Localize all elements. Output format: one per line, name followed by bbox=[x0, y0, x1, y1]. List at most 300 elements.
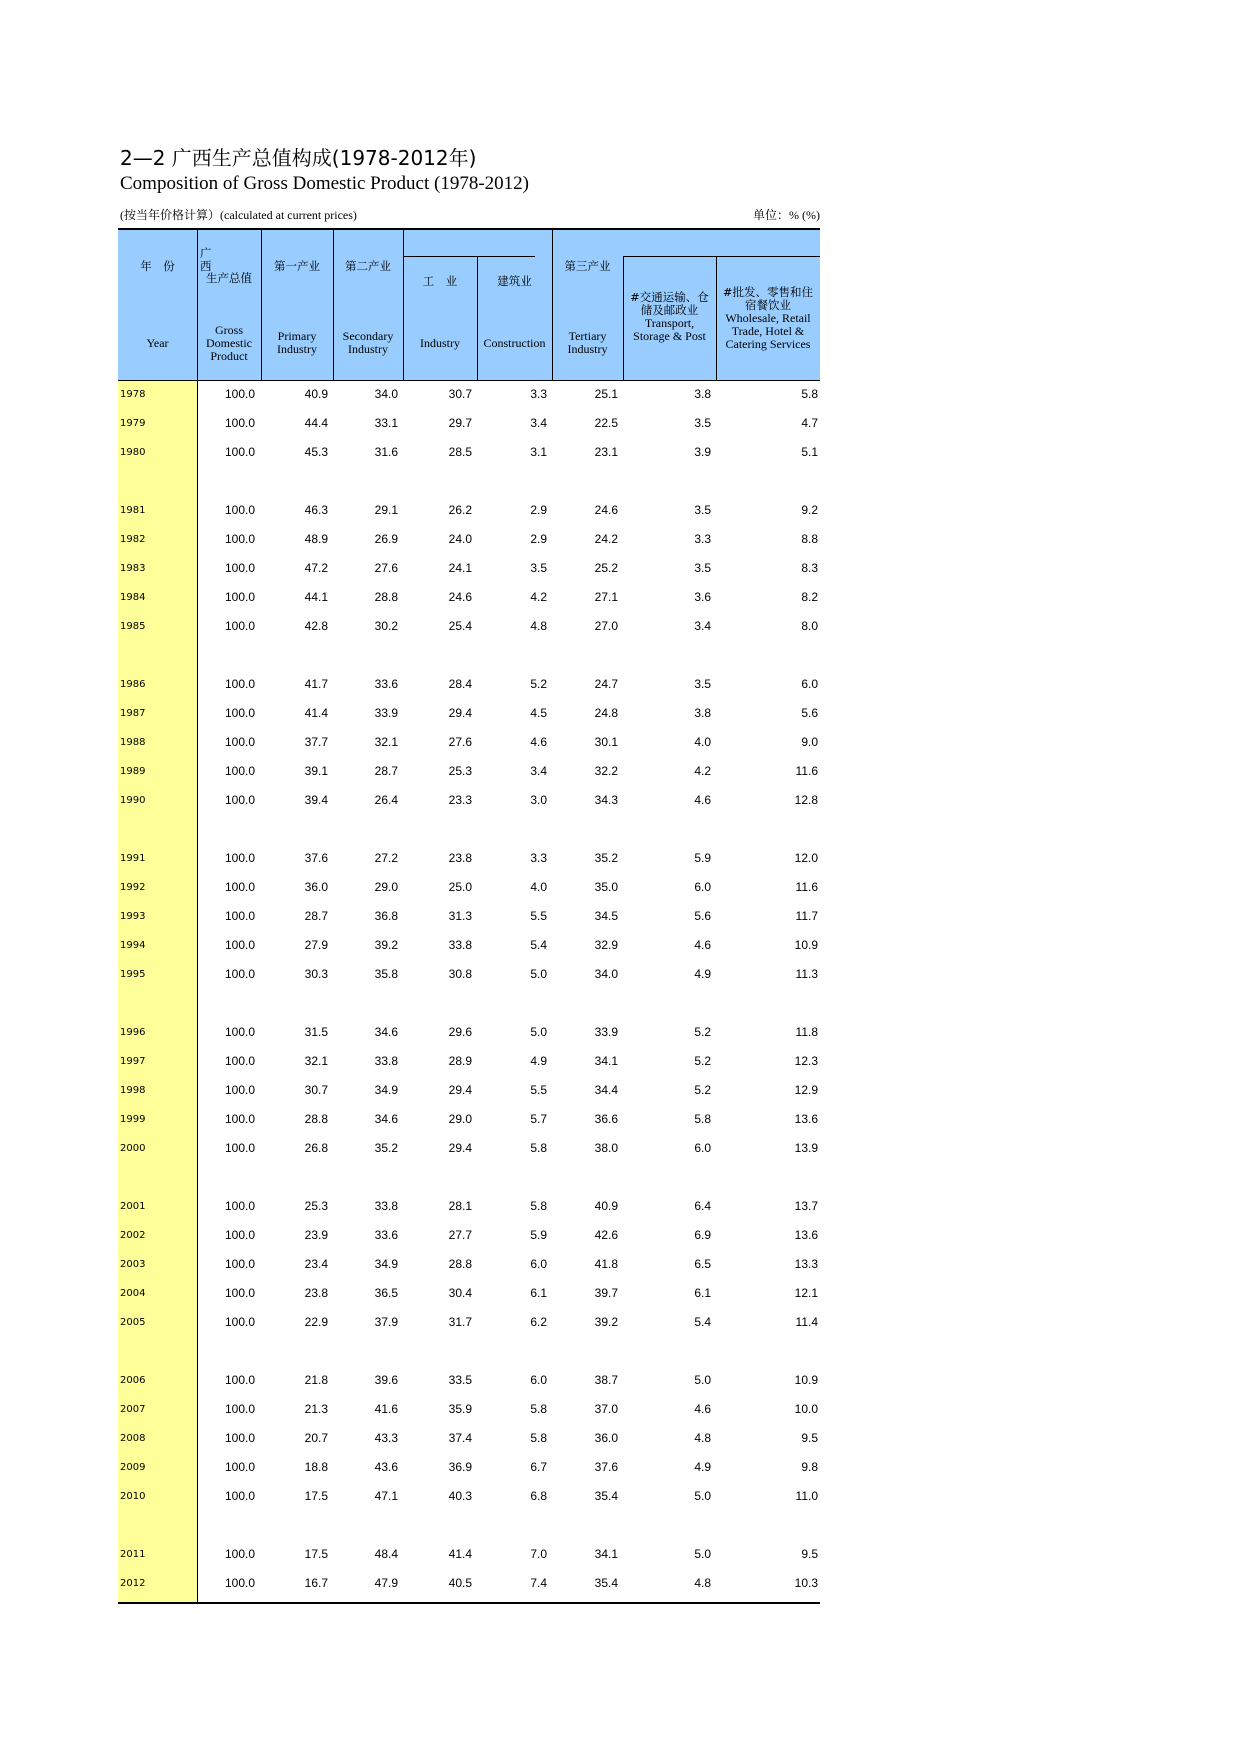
table-row bbox=[118, 1251, 820, 1280]
header-industry-cn: 工 业 bbox=[422, 274, 458, 288]
value-cell: 8.8 bbox=[801, 532, 818, 546]
value-cell: 41.8 bbox=[594, 1257, 618, 1271]
value-cell: 29.4 bbox=[448, 1141, 472, 1155]
value-cell: 40.9 bbox=[304, 387, 328, 401]
table-row bbox=[118, 1222, 820, 1251]
value-cell: 27.2 bbox=[374, 851, 398, 865]
value-cell: 33.1 bbox=[374, 416, 398, 430]
value-cell: 26.9 bbox=[374, 532, 398, 546]
value-cell: 34.3 bbox=[594, 793, 618, 807]
value-cell: 9.2 bbox=[801, 503, 818, 517]
value-cell: 23.9 bbox=[304, 1228, 328, 1242]
value-cell: 25.2 bbox=[594, 561, 618, 575]
value-cell: 36.5 bbox=[374, 1286, 398, 1300]
value-cell: 7.0 bbox=[530, 1547, 547, 1561]
header-construction-cn: 建筑业 bbox=[497, 274, 532, 288]
value-cell: 5.4 bbox=[530, 938, 547, 952]
value-cell: 27.6 bbox=[374, 561, 398, 575]
value-cell: 4.8 bbox=[694, 1576, 711, 1590]
value-cell: 35.2 bbox=[594, 851, 618, 865]
year-cell: 1987 bbox=[120, 708, 146, 719]
header-year-en: Year bbox=[146, 336, 169, 350]
value-cell: 100.0 bbox=[224, 1431, 255, 1445]
value-cell: 100.0 bbox=[224, 880, 255, 894]
value-cell: 5.0 bbox=[694, 1373, 711, 1387]
value-cell: 5.8 bbox=[530, 1199, 547, 1213]
value-cell: 24.2 bbox=[594, 532, 618, 546]
value-cell: 41.4 bbox=[448, 1547, 472, 1561]
value-cell: 6.9 bbox=[694, 1228, 711, 1242]
value-cell: 22.9 bbox=[304, 1315, 328, 1329]
value-cell: 25.1 bbox=[594, 387, 618, 401]
header-wholesale-en-1: Wholesale, Retail bbox=[725, 311, 811, 325]
value-cell: 35.8 bbox=[374, 967, 398, 981]
value-cell: 100.0 bbox=[224, 416, 255, 430]
year-cell: 2000 bbox=[120, 1143, 146, 1154]
value-cell: 100.0 bbox=[224, 735, 255, 749]
header-top-rule bbox=[118, 228, 820, 230]
value-cell: 8.0 bbox=[801, 619, 818, 633]
value-cell: 3.8 bbox=[694, 387, 711, 401]
value-cell: 34.1 bbox=[594, 1547, 618, 1561]
table-row bbox=[118, 758, 820, 787]
value-cell: 100.0 bbox=[224, 1199, 255, 1213]
value-cell: 29.4 bbox=[448, 706, 472, 720]
value-cell: 37.4 bbox=[448, 1431, 472, 1445]
table-row bbox=[118, 1135, 820, 1164]
header-gdp-cn-2: 西 bbox=[200, 259, 212, 273]
value-cell: 100.0 bbox=[224, 1054, 255, 1068]
year-cell: 1981 bbox=[120, 505, 146, 516]
header-transport-en-2: Storage & Post bbox=[633, 329, 706, 343]
value-cell: 6.7 bbox=[530, 1460, 547, 1474]
value-cell: 33.6 bbox=[374, 677, 398, 691]
value-cell: 5.0 bbox=[694, 1489, 711, 1503]
value-cell: 5.0 bbox=[530, 1025, 547, 1039]
year-cell: 2004 bbox=[120, 1288, 146, 1299]
value-cell: 100.0 bbox=[224, 503, 255, 517]
value-cell: 100.0 bbox=[224, 938, 255, 952]
value-cell: 5.8 bbox=[801, 387, 818, 401]
value-cell: 25.3 bbox=[304, 1199, 328, 1213]
year-cell: 2006 bbox=[120, 1375, 146, 1386]
value-cell: 6.2 bbox=[530, 1315, 547, 1329]
value-cell: 34.5 bbox=[594, 909, 618, 923]
value-cell: 6.5 bbox=[694, 1257, 711, 1271]
value-cell: 8.2 bbox=[801, 590, 818, 604]
header-tertiary-en-1: Tertiary bbox=[568, 329, 607, 343]
value-cell: 45.3 bbox=[304, 445, 328, 459]
value-cell: 4.2 bbox=[530, 590, 547, 604]
value-cell: 5.8 bbox=[530, 1431, 547, 1445]
value-cell: 24.1 bbox=[448, 561, 472, 575]
value-cell: 3.4 bbox=[530, 764, 547, 778]
value-cell: 39.2 bbox=[594, 1315, 618, 1329]
value-cell: 37.7 bbox=[304, 735, 328, 749]
table-row bbox=[118, 613, 820, 642]
value-cell: 13.9 bbox=[794, 1141, 818, 1155]
value-cell: 27.1 bbox=[594, 590, 618, 604]
year-cell: 1982 bbox=[120, 534, 146, 545]
value-cell: 5.1 bbox=[801, 445, 818, 459]
value-cell: 39.1 bbox=[304, 764, 328, 778]
table-row bbox=[118, 1106, 820, 1135]
value-cell: 25.0 bbox=[448, 880, 472, 894]
secondary-span-rule bbox=[403, 256, 535, 257]
value-cell: 28.4 bbox=[448, 677, 472, 691]
value-cell: 34.4 bbox=[594, 1083, 618, 1097]
year-cell: 1989 bbox=[120, 766, 146, 777]
value-cell: 4.6 bbox=[530, 735, 547, 749]
value-cell: 29.1 bbox=[374, 503, 398, 517]
value-cell: 11.6 bbox=[795, 764, 818, 778]
value-cell: 18.8 bbox=[304, 1460, 328, 1474]
value-cell: 33.6 bbox=[374, 1228, 398, 1242]
year-cell: 1988 bbox=[120, 737, 146, 748]
table-row bbox=[118, 1570, 820, 1599]
value-cell: 6.0 bbox=[530, 1373, 547, 1387]
table-header bbox=[118, 228, 820, 381]
year-cell: 2009 bbox=[120, 1462, 146, 1473]
page-subtitle: Composition of Gross Domestic Product (1978-2012) bbox=[120, 173, 530, 194]
value-cell: 30.7 bbox=[304, 1083, 328, 1097]
table-row bbox=[118, 729, 820, 758]
value-cell: 34.9 bbox=[374, 1257, 398, 1271]
value-cell: 100.0 bbox=[224, 793, 255, 807]
table-row bbox=[118, 845, 820, 874]
table-row bbox=[118, 410, 820, 439]
year-cell: 1996 bbox=[120, 1027, 146, 1038]
value-cell: 6.4 bbox=[694, 1199, 711, 1213]
value-cell: 12.0 bbox=[794, 851, 818, 865]
value-cell: 39.2 bbox=[374, 938, 398, 952]
value-cell: 10.3 bbox=[794, 1576, 818, 1590]
value-cell: 5.8 bbox=[530, 1402, 547, 1416]
value-cell: 2.9 bbox=[530, 532, 547, 546]
value-cell: 5.6 bbox=[694, 909, 711, 923]
value-cell: 9.5 bbox=[801, 1431, 818, 1445]
value-cell: 24.7 bbox=[594, 677, 618, 691]
table-row bbox=[118, 1309, 820, 1338]
header-secondary-en-1: Secondary bbox=[342, 329, 394, 343]
value-cell: 24.8 bbox=[594, 706, 618, 720]
header-gdp-en-1: Gross bbox=[214, 323, 243, 337]
value-cell: 32.1 bbox=[374, 735, 398, 749]
table-row bbox=[118, 1541, 820, 1570]
value-cell: 5.4 bbox=[694, 1315, 711, 1329]
value-cell: 21.8 bbox=[304, 1373, 328, 1387]
value-cell: 100.0 bbox=[224, 1489, 255, 1503]
table-row bbox=[118, 903, 820, 932]
value-cell: 41.7 bbox=[304, 677, 328, 691]
value-cell: 4.6 bbox=[694, 793, 711, 807]
value-cell: 37.0 bbox=[594, 1402, 618, 1416]
value-cell: 47.9 bbox=[374, 1576, 398, 1590]
value-cell: 43.6 bbox=[374, 1460, 398, 1474]
table-row bbox=[118, 1019, 820, 1048]
value-cell: 11.4 bbox=[795, 1315, 818, 1329]
value-cell: 5.8 bbox=[530, 1141, 547, 1155]
year-cell: 1986 bbox=[120, 679, 146, 690]
value-cell: 42.8 bbox=[304, 619, 328, 633]
value-cell: 11.3 bbox=[795, 967, 818, 981]
value-cell: 22.5 bbox=[594, 416, 618, 430]
value-cell: 37.6 bbox=[304, 851, 328, 865]
value-cell: 7.4 bbox=[530, 1576, 547, 1590]
value-cell: 5.2 bbox=[694, 1025, 711, 1039]
year-cell: 1990 bbox=[120, 795, 146, 806]
value-cell: 27.6 bbox=[448, 735, 472, 749]
value-cell: 34.9 bbox=[374, 1083, 398, 1097]
value-cell: 48.4 bbox=[374, 1547, 398, 1561]
table-row bbox=[118, 1396, 820, 1425]
value-cell: 11.0 bbox=[795, 1489, 818, 1503]
value-cell: 34.0 bbox=[374, 387, 398, 401]
value-cell: 5.0 bbox=[694, 1547, 711, 1561]
table-row bbox=[118, 1454, 820, 1483]
value-cell: 11.8 bbox=[795, 1025, 818, 1039]
value-cell: 100.0 bbox=[224, 532, 255, 546]
value-cell: 12.3 bbox=[794, 1054, 818, 1068]
value-cell: 4.7 bbox=[801, 416, 818, 430]
value-cell: 27.0 bbox=[594, 619, 618, 633]
value-cell: 24.6 bbox=[594, 503, 618, 517]
header-secondary-cn: 第二产业 bbox=[345, 259, 391, 273]
value-cell: 30.3 bbox=[304, 967, 328, 981]
value-cell: 26.4 bbox=[374, 793, 398, 807]
year-cell: 2012 bbox=[120, 1578, 146, 1589]
value-cell: 28.7 bbox=[304, 909, 328, 923]
value-cell: 34.1 bbox=[594, 1054, 618, 1068]
value-cell: 3.0 bbox=[530, 793, 547, 807]
header-industry-en: Industry bbox=[420, 336, 460, 350]
value-cell: 25.3 bbox=[448, 764, 472, 778]
value-cell: 4.0 bbox=[530, 880, 547, 894]
value-cell: 100.0 bbox=[224, 706, 255, 720]
table-row bbox=[118, 1367, 820, 1396]
table-row bbox=[118, 555, 820, 584]
header-wholesale-cn-2: 宿餐饮业 bbox=[745, 298, 791, 312]
header-gdp-en-3: Product bbox=[210, 349, 248, 363]
value-cell: 44.1 bbox=[304, 590, 328, 604]
value-cell: 3.3 bbox=[530, 387, 547, 401]
table-row bbox=[118, 584, 820, 613]
value-cell: 29.0 bbox=[374, 880, 398, 894]
value-cell: 31.5 bbox=[304, 1025, 328, 1039]
value-cell: 5.5 bbox=[530, 1083, 547, 1097]
value-cell: 5.7 bbox=[530, 1112, 547, 1126]
value-cell: 5.6 bbox=[801, 706, 818, 720]
value-cell: 17.5 bbox=[304, 1489, 328, 1503]
year-cell: 2007 bbox=[120, 1404, 146, 1415]
header-transport-cn-1: #交通运输、仓 bbox=[630, 290, 709, 304]
value-cell: 23.8 bbox=[304, 1286, 328, 1300]
value-cell: 35.4 bbox=[594, 1489, 618, 1503]
value-cell: 27.7 bbox=[448, 1228, 472, 1242]
value-cell: 5.2 bbox=[694, 1054, 711, 1068]
value-cell: 3.5 bbox=[530, 561, 547, 575]
value-cell: 36.8 bbox=[374, 909, 398, 923]
value-cell: 2.9 bbox=[530, 503, 547, 517]
value-cell: 35.2 bbox=[374, 1141, 398, 1155]
value-cell: 100.0 bbox=[224, 1286, 255, 1300]
year-cell: 1998 bbox=[120, 1085, 146, 1096]
value-cell: 39.6 bbox=[374, 1373, 398, 1387]
value-cell: 100.0 bbox=[224, 1460, 255, 1474]
value-cell: 13.7 bbox=[794, 1199, 818, 1213]
header-transport-cn-2: 储及邮政业 bbox=[640, 303, 699, 317]
header-construction-en: Construction bbox=[483, 336, 546, 350]
value-cell: 23.4 bbox=[304, 1257, 328, 1271]
value-cell: 6.0 bbox=[801, 677, 818, 691]
divider bbox=[333, 228, 334, 381]
value-cell: 3.6 bbox=[694, 590, 711, 604]
value-cell: 31.7 bbox=[448, 1315, 472, 1329]
table-row bbox=[118, 874, 820, 903]
value-cell: 41.6 bbox=[374, 1402, 398, 1416]
header-tertiary-en-2: Industry bbox=[567, 342, 608, 356]
value-cell: 23.3 bbox=[448, 793, 472, 807]
value-cell: 11.7 bbox=[795, 909, 818, 923]
value-cell: 100.0 bbox=[224, 1112, 255, 1126]
year-cell: 1995 bbox=[120, 969, 146, 980]
value-cell: 35.0 bbox=[594, 880, 618, 894]
value-cell: 3.5 bbox=[694, 677, 711, 691]
table-row bbox=[118, 1280, 820, 1309]
value-cell: 36.0 bbox=[594, 1431, 618, 1445]
year-cell: 2008 bbox=[120, 1433, 146, 1444]
value-cell: 29.6 bbox=[448, 1025, 472, 1039]
value-cell: 30.4 bbox=[448, 1286, 472, 1300]
header-primary-en-2: Industry bbox=[277, 342, 317, 356]
value-cell: 10.0 bbox=[794, 1402, 818, 1416]
value-cell: 5.8 bbox=[694, 1112, 711, 1126]
value-cell: 4.6 bbox=[694, 1402, 711, 1416]
header-secondary-en-2: Industry bbox=[348, 342, 388, 356]
header-gdp-en-2: Domestic bbox=[206, 336, 252, 350]
table-row bbox=[118, 381, 820, 410]
value-cell: 6.0 bbox=[694, 1141, 711, 1155]
year-cell: 2005 bbox=[120, 1317, 146, 1328]
value-cell: 34.6 bbox=[374, 1025, 398, 1039]
value-cell: 10.9 bbox=[794, 1373, 818, 1387]
header-gdp-cn-1: 广 bbox=[200, 246, 212, 260]
header-wholesale-en-2: Trade, Hotel & bbox=[731, 324, 805, 338]
value-cell: 100.0 bbox=[224, 1257, 255, 1271]
value-cell: 3.4 bbox=[694, 619, 711, 633]
value-cell: 34.0 bbox=[594, 967, 618, 981]
value-cell: 36.6 bbox=[594, 1112, 618, 1126]
value-cell: 39.4 bbox=[304, 793, 328, 807]
value-cell: 12.9 bbox=[794, 1083, 818, 1097]
value-cell: 28.5 bbox=[448, 445, 472, 459]
value-cell: 4.9 bbox=[530, 1054, 547, 1068]
value-cell: 25.4 bbox=[448, 619, 472, 633]
value-cell: 33.9 bbox=[374, 706, 398, 720]
page-title: 2—2 广西生产总值构成(1978-2012年) bbox=[120, 146, 477, 170]
table-bottom-rule bbox=[118, 1602, 820, 1604]
value-cell: 37.9 bbox=[374, 1315, 398, 1329]
value-cell: 33.8 bbox=[374, 1199, 398, 1213]
value-cell: 100.0 bbox=[224, 619, 255, 633]
header-gdp-cn-3: 生产总值 bbox=[206, 271, 252, 285]
year-cell: 1978 bbox=[120, 389, 146, 400]
value-cell: 9.5 bbox=[801, 1547, 818, 1561]
value-cell: 35.9 bbox=[448, 1402, 472, 1416]
value-cell: 9.0 bbox=[801, 735, 818, 749]
value-cell: 4.2 bbox=[694, 764, 711, 778]
year-cell: 2011 bbox=[120, 1549, 146, 1560]
value-cell: 48.9 bbox=[304, 532, 328, 546]
table-row bbox=[118, 932, 820, 961]
value-cell: 3.1 bbox=[530, 445, 547, 459]
value-cell: 100.0 bbox=[224, 764, 255, 778]
value-cell: 6.8 bbox=[530, 1489, 547, 1503]
value-cell: 30.7 bbox=[448, 387, 472, 401]
table-row bbox=[118, 700, 820, 729]
value-cell: 3.3 bbox=[530, 851, 547, 865]
value-cell: 5.2 bbox=[530, 677, 547, 691]
value-cell: 28.1 bbox=[448, 1199, 472, 1213]
value-cell: 32.1 bbox=[304, 1054, 328, 1068]
value-cell: 100.0 bbox=[224, 1025, 255, 1039]
value-cell: 38.7 bbox=[594, 1373, 618, 1387]
year-cell: 1979 bbox=[120, 418, 146, 429]
value-cell: 29.0 bbox=[448, 1112, 472, 1126]
table-row bbox=[118, 1077, 820, 1106]
value-cell: 3.9 bbox=[694, 445, 711, 459]
year-cell: 2002 bbox=[120, 1230, 146, 1241]
year-cell: 1993 bbox=[120, 911, 146, 922]
table-row bbox=[118, 497, 820, 526]
value-cell: 4.0 bbox=[694, 735, 711, 749]
value-cell: 6.1 bbox=[694, 1286, 711, 1300]
value-cell: 3.5 bbox=[694, 561, 711, 575]
year-cell: 1983 bbox=[120, 563, 146, 574]
year-cell: 2003 bbox=[120, 1259, 146, 1270]
value-cell: 8.3 bbox=[801, 561, 818, 575]
value-cell: 3.8 bbox=[694, 706, 711, 720]
table-row bbox=[118, 439, 820, 468]
value-cell: 3.3 bbox=[694, 532, 711, 546]
value-cell: 100.0 bbox=[224, 387, 255, 401]
value-cell: 28.8 bbox=[304, 1112, 328, 1126]
value-cell: 13.6 bbox=[794, 1228, 818, 1242]
divider bbox=[261, 228, 262, 381]
value-cell: 20.7 bbox=[304, 1431, 328, 1445]
tertiary-span-rule bbox=[623, 256, 820, 257]
divider bbox=[403, 228, 404, 381]
unit-note: 单位：% (%) bbox=[753, 208, 820, 222]
value-cell: 41.4 bbox=[304, 706, 328, 720]
value-cell: 33.9 bbox=[594, 1025, 618, 1039]
value-cell: 6.0 bbox=[530, 1257, 547, 1271]
value-cell: 13.3 bbox=[794, 1257, 818, 1271]
value-cell: 43.3 bbox=[374, 1431, 398, 1445]
table-row bbox=[118, 787, 820, 816]
value-cell: 23.1 bbox=[594, 445, 618, 459]
table-row bbox=[118, 671, 820, 700]
value-cell: 100.0 bbox=[224, 1576, 255, 1590]
value-cell: 16.7 bbox=[304, 1576, 328, 1590]
value-cell: 38.0 bbox=[594, 1141, 618, 1155]
price-note: (按当年价格计算）(calculated at current prices) bbox=[120, 208, 357, 222]
year-cell: 2010 bbox=[120, 1491, 146, 1502]
header-tertiary-cn: 第三产业 bbox=[564, 259, 611, 273]
value-cell: 4.8 bbox=[694, 1431, 711, 1445]
value-cell: 33.5 bbox=[448, 1373, 472, 1387]
value-cell: 100.0 bbox=[224, 1141, 255, 1155]
